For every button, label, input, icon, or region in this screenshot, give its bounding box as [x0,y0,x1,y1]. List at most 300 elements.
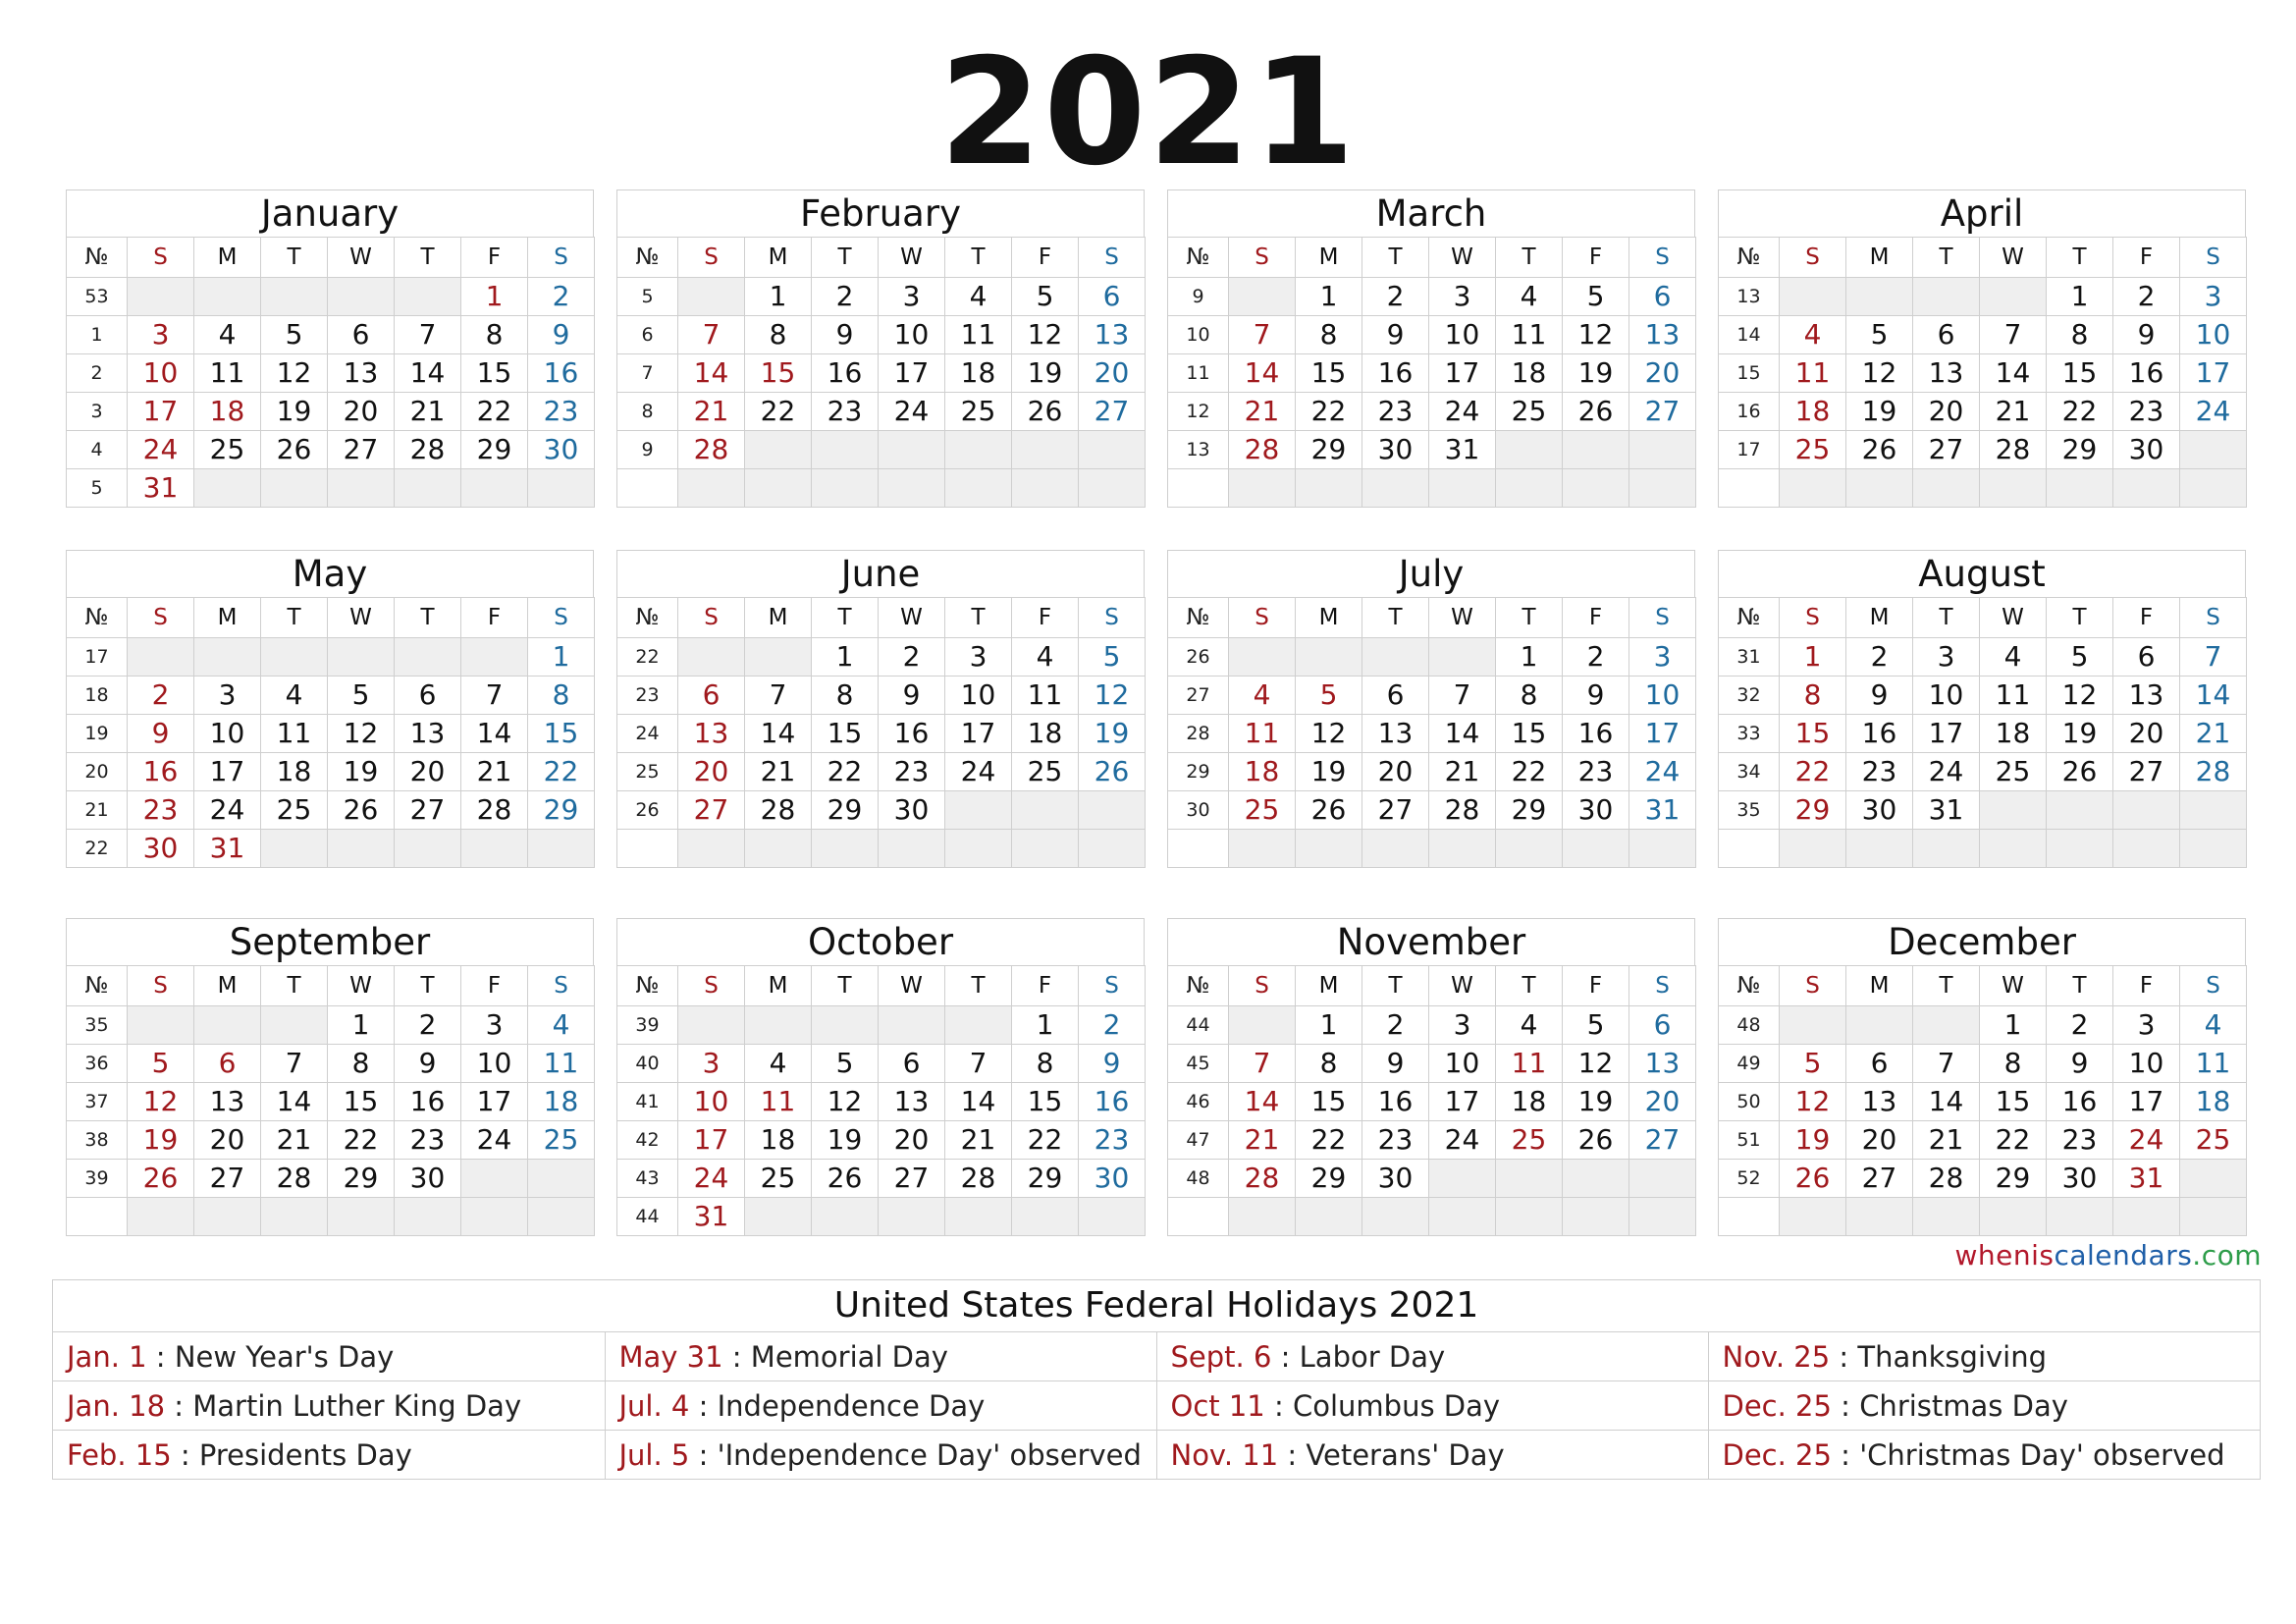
weekday-header: F [2113,966,2180,1006]
month-8 [66,918,594,1236]
empty-day-cell [1012,431,1079,469]
day-cell: 24 [2113,1121,2180,1160]
day-cell: 10 [879,316,945,354]
week-row [1719,278,2247,316]
day-cell: 17 [1429,354,1496,393]
day-cell: 6 [395,677,461,715]
week-row [1719,638,2247,677]
empty-day-cell [1079,469,1146,508]
holidays-panel [52,1279,2261,1480]
day-cell: 29 [528,791,595,830]
day-cell: 29 [2047,431,2113,469]
day-cell: 3 [1629,638,1696,677]
empty-day-cell [1563,1198,1629,1236]
week-row [67,1160,595,1198]
week-row [67,354,595,393]
weekday-header: T [261,966,328,1006]
holiday-date: Jul. 4 [618,1388,690,1423]
empty-day-cell [1629,431,1696,469]
weekday-header: S [1780,238,1846,278]
day-cell: 26 [1079,753,1146,791]
weekday-header: W [328,598,395,638]
day-cell: 16 [395,1083,461,1121]
empty-day-cell [395,1198,461,1236]
day-cell: 30 [395,1160,461,1198]
day-cell: 10 [1429,1045,1496,1083]
day-cell: 2 [395,1006,461,1045]
weekday-header: T [1362,238,1429,278]
day-cell: 24 [194,791,261,830]
day-cell: 2 [1846,638,1913,677]
weekday-header: M [745,598,812,638]
week-row [1168,431,1696,469]
week-row [67,469,595,508]
holiday-name: Christmas Day [1859,1388,2068,1423]
day-cell: 3 [461,1006,528,1045]
day-cell: 18 [1496,1083,1563,1121]
empty-day-cell [461,1198,528,1236]
day-cell: 5 [261,316,328,354]
month-name: July [1167,550,1695,597]
weekday-header: F [1012,966,1079,1006]
day-cell: 15 [1496,715,1563,753]
month-4 [66,550,594,868]
empty-day-cell [1913,278,1980,316]
weekday-header: W [1980,966,2047,1006]
weekday-header: T [261,238,328,278]
week-row [67,431,595,469]
day-cell: 12 [1563,1045,1629,1083]
day-cell: 10 [1913,677,1980,715]
empty-day-cell [945,791,1012,830]
day-cell: 27 [879,1160,945,1198]
week-number: 17 [1719,431,1780,469]
week-row [1168,1198,1696,1236]
weekday-header: T [2047,238,2113,278]
week-number: 26 [617,791,678,830]
week-row [67,1121,595,1160]
holiday-entry [605,1431,1156,1480]
weekday-header: T [395,238,461,278]
week-row [1719,316,2247,354]
day-cell: 27 [2113,753,2180,791]
day-cell: 9 [2047,1045,2113,1083]
empty-day-cell [2180,469,2247,508]
weekday-header: T [1913,966,1980,1006]
day-cell: 25 [2180,1121,2247,1160]
weekday-header: M [1846,238,1913,278]
month-10 [1167,918,1695,1236]
empty-day-cell [1913,469,1980,508]
weekday-header: F [2113,598,2180,638]
day-cell: 12 [261,354,328,393]
empty-day-cell [1563,469,1629,508]
empty-day-cell [678,278,745,316]
day-cell: 10 [2180,316,2247,354]
weekday-header: W [879,966,945,1006]
day-cell: 4 [1012,638,1079,677]
week-number: 12 [1168,393,1229,431]
empty-day-cell [1629,1160,1696,1198]
holiday-date: Jul. 5 [618,1437,690,1472]
empty-day-cell [1429,469,1496,508]
day-cell: 18 [1229,753,1296,791]
empty-day-cell [328,1198,395,1236]
day-cell: 24 [461,1121,528,1160]
weekday-header: M [1846,598,1913,638]
empty-day-cell [1296,830,1362,868]
day-cell: 18 [261,753,328,791]
weekday-header: T [1496,966,1563,1006]
day-cell: 5 [1563,278,1629,316]
day-cell: 14 [395,354,461,393]
day-cell: 15 [1980,1083,2047,1121]
day-cell: 8 [2047,316,2113,354]
empty-day-cell [879,469,945,508]
day-cell: 23 [2113,393,2180,431]
day-cell: 28 [461,791,528,830]
day-cell: 13 [678,715,745,753]
day-cell: 11 [1980,677,2047,715]
week-number-header: № [67,238,128,278]
month-table [616,965,1146,1236]
week-number [617,830,678,868]
week-number: 22 [617,638,678,677]
week-number: 7 [617,354,678,393]
day-cell: 21 [1229,1121,1296,1160]
empty-day-cell [128,638,194,677]
month-name: May [66,550,594,597]
day-cell: 8 [1296,316,1362,354]
day-cell: 27 [1629,1121,1696,1160]
day-cell: 24 [1429,1121,1496,1160]
week-row [1168,1006,1696,1045]
day-cell: 11 [1012,677,1079,715]
month-name: November [1167,918,1695,965]
empty-day-cell [1229,278,1296,316]
day-cell: 9 [1362,316,1429,354]
site-credit [1954,1239,2262,1272]
week-row [617,830,1146,868]
week-row [1719,1198,2247,1236]
month-table [66,597,595,868]
day-cell: 5 [1780,1045,1846,1083]
empty-day-cell [1229,1198,1296,1236]
holidays-title: United States Federal Holidays 2021 [53,1280,2260,1332]
holiday-date: Nov. 25 [1722,1339,1831,1374]
empty-day-cell [1079,431,1146,469]
week-number: 37 [67,1083,128,1121]
weekday-header: F [461,598,528,638]
empty-day-cell [1780,278,1846,316]
day-cell: 19 [1296,753,1362,791]
empty-day-cell [2047,469,2113,508]
week-number: 9 [617,431,678,469]
day-cell: 7 [1429,677,1496,715]
empty-day-cell [328,278,395,316]
day-cell: 1 [1780,638,1846,677]
weekday-header: S [1629,238,1696,278]
day-cell: 19 [328,753,395,791]
week-number: 9 [1168,278,1229,316]
month-9 [616,918,1145,1236]
empty-day-cell [1913,1198,1980,1236]
week-row [1719,715,2247,753]
weekday-header: S [1629,598,1696,638]
empty-day-cell [261,1198,328,1236]
weekday-header: W [879,238,945,278]
empty-day-cell [328,638,395,677]
day-cell: 14 [678,354,745,393]
day-cell: 23 [879,753,945,791]
week-number: 29 [1168,753,1229,791]
weekday-header: W [1980,238,2047,278]
day-cell: 5 [128,1045,194,1083]
day-cell: 26 [812,1160,879,1198]
day-cell: 16 [528,354,595,393]
day-cell: 22 [1296,393,1362,431]
day-cell: 27 [395,791,461,830]
day-cell: 15 [812,715,879,753]
week-number-header: № [67,966,128,1006]
week-row [1168,715,1696,753]
day-cell: 9 [395,1045,461,1083]
day-cell: 13 [2113,677,2180,715]
weekday-header: S [1780,966,1846,1006]
day-cell: 20 [194,1121,261,1160]
week-number-header: № [617,598,678,638]
month-table [1167,965,1696,1236]
day-cell: 29 [1496,791,1563,830]
week-number: 33 [1719,715,1780,753]
week-number: 36 [67,1045,128,1083]
day-cell: 31 [1429,431,1496,469]
day-cell: 24 [945,753,1012,791]
empty-day-cell [194,278,261,316]
day-cell: 30 [2113,431,2180,469]
day-cell: 25 [1980,753,2047,791]
empty-day-cell [812,431,879,469]
week-row [67,393,595,431]
weekday-header: W [328,966,395,1006]
day-cell: 6 [879,1045,945,1083]
holiday-name: Labor Day [1299,1339,1446,1374]
empty-day-cell [1496,1198,1563,1236]
day-cell: 20 [2113,715,2180,753]
empty-day-cell [678,469,745,508]
day-cell: 21 [261,1121,328,1160]
weekday-header: S [128,966,194,1006]
week-row [1719,469,2247,508]
day-cell: 5 [1012,278,1079,316]
week-number: 5 [617,278,678,316]
holiday-separator: : [1264,1388,1293,1423]
day-cell: 4 [1780,316,1846,354]
empty-day-cell [1229,1006,1296,1045]
week-row [1719,1045,2247,1083]
day-cell: 27 [328,431,395,469]
day-cell: 12 [2047,677,2113,715]
day-cell: 7 [745,677,812,715]
week-number: 44 [617,1198,678,1236]
day-cell: 17 [128,393,194,431]
week-row [1719,354,2247,393]
empty-day-cell [2180,1198,2247,1236]
week-number: 51 [1719,1121,1780,1160]
weekday-header: T [261,598,328,638]
day-cell: 11 [1496,1045,1563,1083]
day-cell: 26 [1846,431,1913,469]
day-cell: 6 [1079,278,1146,316]
week-number [1168,469,1229,508]
holiday-name: Independence Day [717,1388,986,1423]
month-name: September [66,918,594,965]
week-number: 45 [1168,1045,1229,1083]
day-cell: 15 [1780,715,1846,753]
week-row [1719,791,2247,830]
day-cell: 26 [1563,1121,1629,1160]
empty-day-cell [1913,830,1980,868]
day-cell: 12 [1846,354,1913,393]
day-cell: 9 [1362,1045,1429,1083]
day-cell: 22 [1780,753,1846,791]
month-table [1718,237,2247,508]
day-cell: 23 [528,393,595,431]
day-cell: 31 [678,1198,745,1236]
day-cell: 22 [812,753,879,791]
day-cell: 25 [1496,393,1563,431]
day-cell: 26 [2047,753,2113,791]
week-row [617,278,1146,316]
day-cell: 28 [1229,431,1296,469]
weekday-header: F [1563,238,1629,278]
day-cell: 25 [1012,753,1079,791]
day-cell: 11 [194,354,261,393]
holiday-date: Feb. 15 [67,1437,172,1472]
week-row [1719,393,2247,431]
day-cell: 16 [2113,354,2180,393]
holiday-separator: : [722,1339,751,1374]
day-cell: 8 [745,316,812,354]
week-number: 13 [1719,278,1780,316]
day-cell: 20 [879,1121,945,1160]
day-cell: 30 [1563,791,1629,830]
day-cell: 19 [1563,1083,1629,1121]
week-number [1719,469,1780,508]
day-cell: 18 [1780,393,1846,431]
empty-day-cell [528,830,595,868]
day-cell: 22 [1012,1121,1079,1160]
weekday-header: S [128,238,194,278]
month-table [66,965,595,1236]
day-cell: 23 [1563,753,1629,791]
day-cell: 3 [2113,1006,2180,1045]
day-cell: 18 [945,354,1012,393]
day-cell: 8 [812,677,879,715]
week-row [617,1160,1146,1198]
day-cell: 15 [528,715,595,753]
day-cell: 26 [128,1160,194,1198]
day-cell: 13 [395,715,461,753]
holiday-separator: : [1830,1339,1858,1374]
holiday-entry [605,1381,1156,1431]
week-number: 48 [1168,1160,1229,1198]
day-cell: 3 [1429,278,1496,316]
holiday-separator: : [1278,1437,1307,1472]
day-cell: 9 [1079,1045,1146,1083]
holiday-entry [605,1332,1156,1381]
empty-day-cell [1980,278,2047,316]
week-row [617,316,1146,354]
week-number: 43 [617,1160,678,1198]
empty-day-cell [1496,1160,1563,1198]
day-cell: 16 [1362,1083,1429,1121]
day-cell: 23 [1846,753,1913,791]
day-cell: 7 [945,1045,1012,1083]
month-name: March [1167,189,1695,237]
day-cell: 1 [461,278,528,316]
day-cell: 24 [678,1160,745,1198]
day-cell: 31 [128,469,194,508]
day-cell: 18 [1980,715,2047,753]
weekday-header: S [1229,966,1296,1006]
weekday-header: T [945,598,1012,638]
day-cell: 3 [1429,1006,1496,1045]
week-number-header: № [1168,238,1229,278]
empty-day-cell [1563,431,1629,469]
empty-day-cell [128,1198,194,1236]
day-cell: 30 [128,830,194,868]
holiday-entry [1708,1431,2260,1480]
week-row [1168,316,1696,354]
credit-part-1: whenis [1954,1239,2055,1272]
week-number: 27 [1168,677,1229,715]
day-cell: 29 [1296,1160,1362,1198]
day-cell: 25 [745,1160,812,1198]
day-cell: 2 [1563,638,1629,677]
month-table [616,237,1146,508]
day-cell: 1 [1296,1006,1362,1045]
week-number: 41 [617,1083,678,1121]
month-name: February [616,189,1145,237]
day-cell: 2 [2047,1006,2113,1045]
empty-day-cell [745,431,812,469]
day-cell: 16 [1362,354,1429,393]
empty-day-cell [261,469,328,508]
day-cell: 8 [528,677,595,715]
day-cell: 17 [1913,715,1980,753]
day-cell: 10 [1629,677,1696,715]
week-row [1168,354,1696,393]
day-cell: 25 [261,791,328,830]
weekday-header: F [1012,598,1079,638]
day-cell: 16 [1846,715,1913,753]
week-number-header: № [617,966,678,1006]
day-cell: 23 [395,1121,461,1160]
week-number: 53 [67,278,128,316]
day-cell: 26 [328,791,395,830]
holiday-date: Oct 11 [1170,1388,1265,1423]
empty-day-cell [1563,830,1629,868]
week-number: 46 [1168,1083,1229,1121]
day-cell: 9 [879,677,945,715]
day-cell: 18 [528,1083,595,1121]
holiday-date: Jan. 1 [67,1339,147,1374]
weekday-header: T [2047,598,2113,638]
week-row [617,1083,1146,1121]
holidays-table [53,1332,2260,1479]
day-cell: 2 [2113,278,2180,316]
